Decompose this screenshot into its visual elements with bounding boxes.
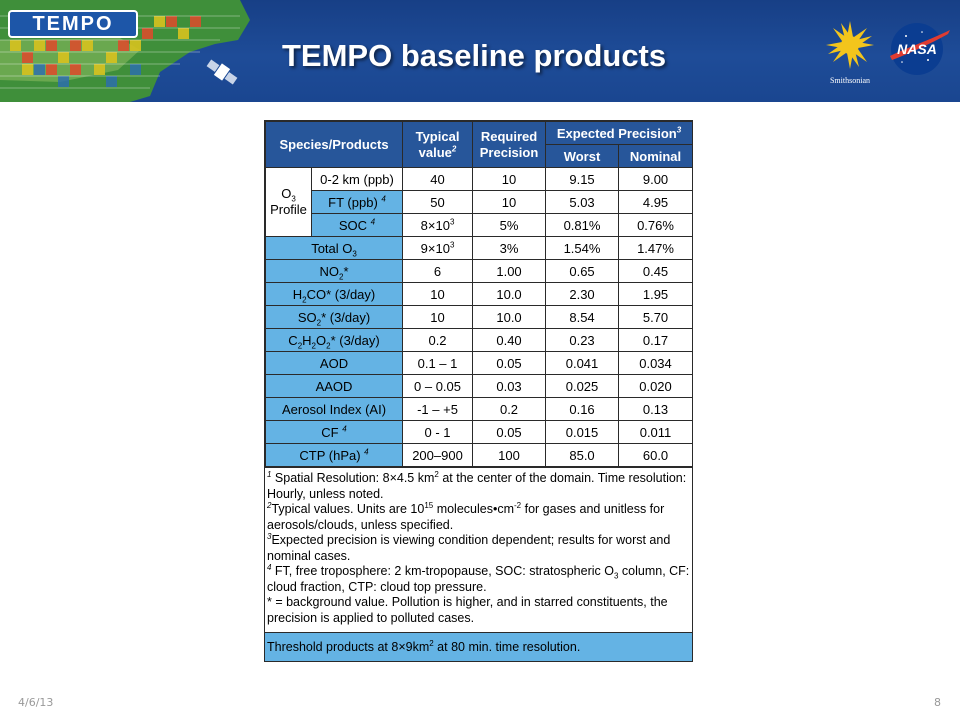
product-sub: 2 — [297, 341, 303, 351]
header-typical-line1: Typical — [415, 128, 460, 144]
cell-typical: 0.1 – 1 — [403, 352, 473, 375]
table-row — [266, 283, 693, 306]
cell-nominal: 0.011 — [619, 421, 693, 444]
cell-required: 10 — [473, 168, 546, 191]
header-banner — [0, 0, 960, 102]
table-row — [266, 191, 693, 214]
cell-worst: 85.0 — [546, 444, 619, 467]
cell-typical: 0 – 0.05 — [403, 375, 473, 398]
cell-worst: 9.15 — [546, 168, 619, 191]
cell-required: 0.05 — [473, 352, 546, 375]
cell-worst: 0.041 — [546, 352, 619, 375]
footnote-4-text-b: column, CF: cloud fraction, CTP: cloud top pressure. — [267, 564, 690, 594]
header-nominal: Nominal — [619, 145, 693, 168]
product-text-2: H — [302, 332, 312, 348]
cell-typical: 10 — [403, 283, 473, 306]
header-required-line1: Required — [480, 128, 538, 144]
cell-required: 10 — [473, 191, 546, 214]
cell-layer: 0-2 km (ppb) — [312, 168, 403, 191]
o3-label-profile: Profile — [270, 202, 307, 217]
footnote-4-sub: 3 — [613, 571, 619, 581]
tempo-logo: TEMPO — [8, 10, 138, 38]
cell-nominal: 0.17 — [619, 329, 693, 352]
table-row — [266, 214, 693, 237]
cell-typical — [403, 214, 473, 237]
cell-layer-text: SOC — [338, 217, 371, 233]
header-species: Species/Products — [266, 122, 403, 168]
product-sub: 2 — [339, 272, 344, 282]
header-expected-label: Expected Precision — [556, 125, 677, 141]
footnote-1-sup: 2 — [434, 469, 439, 479]
cell-product: AOD — [266, 352, 403, 375]
page-title: TEMPO baseline products — [282, 38, 667, 73]
cell-product — [266, 421, 403, 444]
sun-icon — [820, 18, 880, 74]
cell-typical: 0.2 — [403, 329, 473, 352]
table-row — [266, 375, 693, 398]
table-row — [266, 306, 693, 329]
footnote-5: * = background value. Pollution is higher, and in starred constituents, the precision is applied to polluted cases. — [267, 595, 668, 625]
cell-worst: 0.16 — [546, 398, 619, 421]
footnote-3 — [267, 533, 690, 564]
cell-nominal: 0.45 — [619, 260, 693, 283]
cell-typical: 200–900 — [403, 444, 473, 467]
product-text: NO — [319, 263, 339, 279]
cell-required: 5% — [473, 214, 546, 237]
product-text-2: CO* (3/day) — [306, 286, 376, 302]
cell-nominal: 60.0 — [619, 444, 693, 467]
header-typical-sup: 2 — [451, 144, 457, 154]
cell-typical: 40 — [403, 168, 473, 191]
nasa-wordmark: NASA — [897, 41, 937, 57]
cell-typical-sup: 3 — [449, 240, 455, 250]
cell-required: 0.2 — [473, 398, 546, 421]
cell-layer-sup: 4 — [370, 217, 376, 227]
product-text-3: O — [315, 332, 327, 348]
cell-nominal: 0.034 — [619, 352, 693, 375]
cell-worst: 2.30 — [546, 283, 619, 306]
product-text: H — [292, 286, 303, 302]
product-sub-3: 2 — [326, 341, 331, 351]
cell-typical: 50 — [403, 191, 473, 214]
o3-label: O — [281, 186, 292, 201]
footnote-2-sup-a: 15 — [424, 500, 434, 510]
cell-product — [266, 444, 403, 467]
product-text-4: * (3/day) — [330, 332, 380, 348]
header-typical-value — [403, 122, 473, 168]
cell-layer — [312, 191, 403, 214]
cell-typical: 6 — [403, 260, 473, 283]
smithsonian-logo — [820, 18, 880, 92]
o3-profile-label — [266, 168, 312, 237]
product-text: CF — [321, 424, 343, 440]
threshold-sup: 2 — [429, 638, 434, 648]
nasa-logo — [886, 20, 952, 78]
footnote-2 — [267, 502, 690, 533]
header-required-precision — [473, 122, 546, 168]
cell-required: 10.0 — [473, 306, 546, 329]
cell-worst: 8.54 — [546, 306, 619, 329]
cell-product — [266, 283, 403, 306]
cell-required: 0.03 — [473, 375, 546, 398]
cell-layer-text: FT (ppb) — [328, 194, 382, 210]
cell-required: 0.05 — [473, 421, 546, 444]
satellite-icon — [200, 50, 244, 94]
cell-worst: 0.65 — [546, 260, 619, 283]
header-required-line2: Precision — [479, 144, 539, 160]
footnote-1-marker: 1 — [267, 469, 272, 479]
table-row — [266, 329, 693, 352]
table-row — [266, 168, 693, 191]
cell-required: 10.0 — [473, 283, 546, 306]
cell-product — [266, 306, 403, 329]
footnote-3-marker: 3 — [267, 531, 272, 541]
cell-worst: 0.025 — [546, 375, 619, 398]
cell-worst: 5.03 — [546, 191, 619, 214]
cell-nominal: 5.70 — [619, 306, 693, 329]
table-row — [266, 421, 693, 444]
cell-required: 1.00 — [473, 260, 546, 283]
table-header-row — [266, 122, 693, 145]
cell-nominal: 1.47% — [619, 237, 693, 260]
product-sub-2: 2 — [311, 341, 316, 351]
cell-required: 100 — [473, 444, 546, 467]
products-table-panel — [264, 120, 693, 662]
cell-nominal: 4.95 — [619, 191, 693, 214]
product-text: Total O — [311, 240, 353, 256]
footnote-1-text-b: at the center of the domain. Time resolution: Hourly, unless noted. — [267, 471, 687, 501]
product-sup: 4 — [342, 424, 347, 434]
cell-nominal: 1.95 — [619, 283, 693, 306]
threshold-text-a: Threshold products at 8×9km — [267, 640, 430, 654]
header-worst: Worst — [546, 145, 619, 168]
footnote-2-sup-b: -2 — [514, 500, 522, 510]
table-footnotes — [265, 467, 692, 632]
footnote-4 — [267, 564, 690, 595]
cell-worst: 0.81% — [546, 214, 619, 237]
cell-nominal: 0.13 — [619, 398, 693, 421]
footnote-1-text-a: Spatial Resolution: 8×4.5 km — [271, 471, 435, 485]
cell-nominal: 0.76% — [619, 214, 693, 237]
footnote-4-text-a: FT, free troposphere: 2 km-tropopause, SOC: stratospheric O — [271, 564, 614, 578]
footnote-3-text: Expected precision is viewing condition dependent; results for worst and nominal cases. — [267, 533, 671, 563]
product-sub: 2 — [316, 318, 322, 328]
footnote-2-text-b: molecules•cm — [433, 502, 515, 516]
cell-layer-sup: 4 — [381, 194, 386, 204]
footnote-2-text-a: Typical values. Units are 10 — [271, 502, 425, 516]
cell-nominal: 9.00 — [619, 168, 693, 191]
header-expected-sup: 3 — [676, 125, 682, 135]
footnote-4-marker: 4 — [267, 562, 272, 572]
table-row — [266, 444, 693, 467]
product-text: CTP (hPa) — [299, 447, 365, 463]
product-sub: 3 — [352, 249, 357, 259]
cell-product: AAOD — [266, 375, 403, 398]
header-expected-precision — [546, 122, 693, 145]
cell-typical-sup: 3 — [449, 217, 455, 227]
cell-required: 0.40 — [473, 329, 546, 352]
cell-typical: 10 — [403, 306, 473, 329]
header-typical-line2: value — [418, 144, 452, 160]
o3-label-sub: 3 — [291, 194, 296, 204]
slide-date: 4/6/13 — [18, 696, 54, 709]
table-row — [266, 237, 693, 260]
cell-product — [266, 260, 403, 283]
slide-number: 8 — [934, 696, 941, 709]
cell-product — [266, 329, 403, 352]
cell-worst: 0.23 — [546, 329, 619, 352]
cell-worst: 0.015 — [546, 421, 619, 444]
footnote-2-marker: 2 — [267, 500, 272, 510]
cell-typical — [403, 237, 473, 260]
cell-layer — [312, 214, 403, 237]
cell-typical: 0 - 1 — [403, 421, 473, 444]
table-row — [266, 352, 693, 375]
table-row — [266, 398, 693, 421]
cell-typical-text: 8×10 — [420, 217, 450, 233]
product-text-2: * — [343, 263, 349, 279]
cell-product — [266, 237, 403, 260]
products-table — [265, 121, 693, 467]
cell-required: 3% — [473, 237, 546, 260]
footnote-2-text-c: for gases and unitless for aerosols/clouds, unless specified. — [267, 502, 665, 532]
product-sup: 4 — [364, 447, 369, 457]
product-text: C — [288, 332, 298, 348]
cell-product: Aerosol Index (AI) — [266, 398, 403, 421]
footnote-1 — [267, 471, 690, 502]
cell-worst: 1.54% — [546, 237, 619, 260]
threshold-text-b: at 80 min. time resolution. — [433, 640, 581, 654]
product-text-2: * (3/day) — [321, 309, 371, 325]
product-sub: 2 — [302, 295, 307, 305]
cell-nominal: 0.020 — [619, 375, 693, 398]
cell-typical-text: 9×10 — [420, 240, 450, 256]
threshold-products-row — [265, 632, 692, 661]
product-text: SO — [297, 309, 317, 325]
smithsonian-label: Smithsonian — [829, 76, 870, 85]
cell-typical: -1 – +5 — [403, 398, 473, 421]
table-row — [266, 260, 693, 283]
